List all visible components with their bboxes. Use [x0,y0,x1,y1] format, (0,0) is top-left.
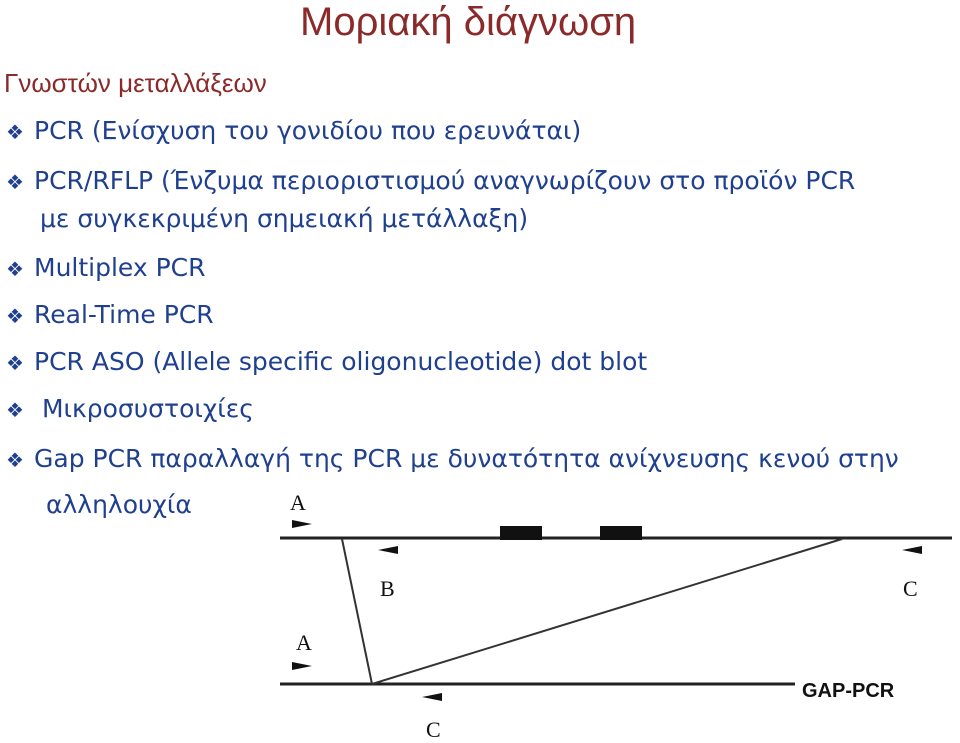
bullet-continuation: με συγκεκριμένη σημειακή μετάλλαξη) [40,204,529,233]
gap-pcr-diagram [270,482,960,743]
label-c-bottom: C [426,717,441,742]
bullet-continuation: αλληλουχία [46,490,192,519]
reverse-primer-arrow [422,693,442,701]
diamond-bullet-icon: ❖ [6,120,24,144]
bullet-text: PCR/RFLP (Ένζυμα περιοριστισμού αναγνωρίζουν στο προϊόν PCR [34,166,856,195]
bullet-item [6,296,214,335]
bullet-item [6,112,581,151]
bullet-item [6,440,899,479]
bullet-text: PCR (Ενίσχυση του γονιδίου που ερευνάται) [34,116,582,145]
label-a-top: A [290,490,306,515]
bullet-item [6,343,647,382]
gap-pcr-caption: GAP-PCR [802,680,895,702]
deletion-line [342,539,372,684]
bullet-item [6,249,206,288]
marker-block [600,526,642,540]
label-b: B [380,576,395,601]
gap-pcr-svg [270,482,960,743]
marker-block [500,526,542,540]
reverse-primer-arrow [378,546,398,554]
bullet-item [6,390,254,429]
bullet-text: PCR ASO (Allele specific oligonucleotide) dot blot [34,347,648,376]
slide-subtitle: Γνωστών μεταλλάξεων [4,68,267,98]
slide-title: Μοριακή διάγνωση [300,0,637,44]
bullet-text: Gap PCR παραλλαγή της PCR με δυνατότητα ανίχνευσης κενού στην [34,444,899,473]
deletion-line [372,539,842,684]
forward-primer-arrow [292,520,312,528]
forward-primer-arrow [292,662,312,670]
diamond-bullet-icon: ❖ [6,448,24,472]
bullet-text: Real-Time PCR [34,300,214,329]
label-a-bottom: A [296,630,312,655]
reverse-primer-arrow [902,546,922,554]
bullet-text: Multiplex PCR [34,253,206,282]
bullet-item [6,162,855,201]
diamond-bullet-icon: ❖ [6,398,24,422]
diamond-bullet-icon: ❖ [6,351,24,375]
label-c-top: C [903,576,918,601]
diamond-bullet-icon: ❖ [6,257,24,281]
bullet-text: Μικροσυστοιχίες [34,394,254,423]
diamond-bullet-icon: ❖ [6,304,24,328]
diamond-bullet-icon: ❖ [6,170,24,194]
